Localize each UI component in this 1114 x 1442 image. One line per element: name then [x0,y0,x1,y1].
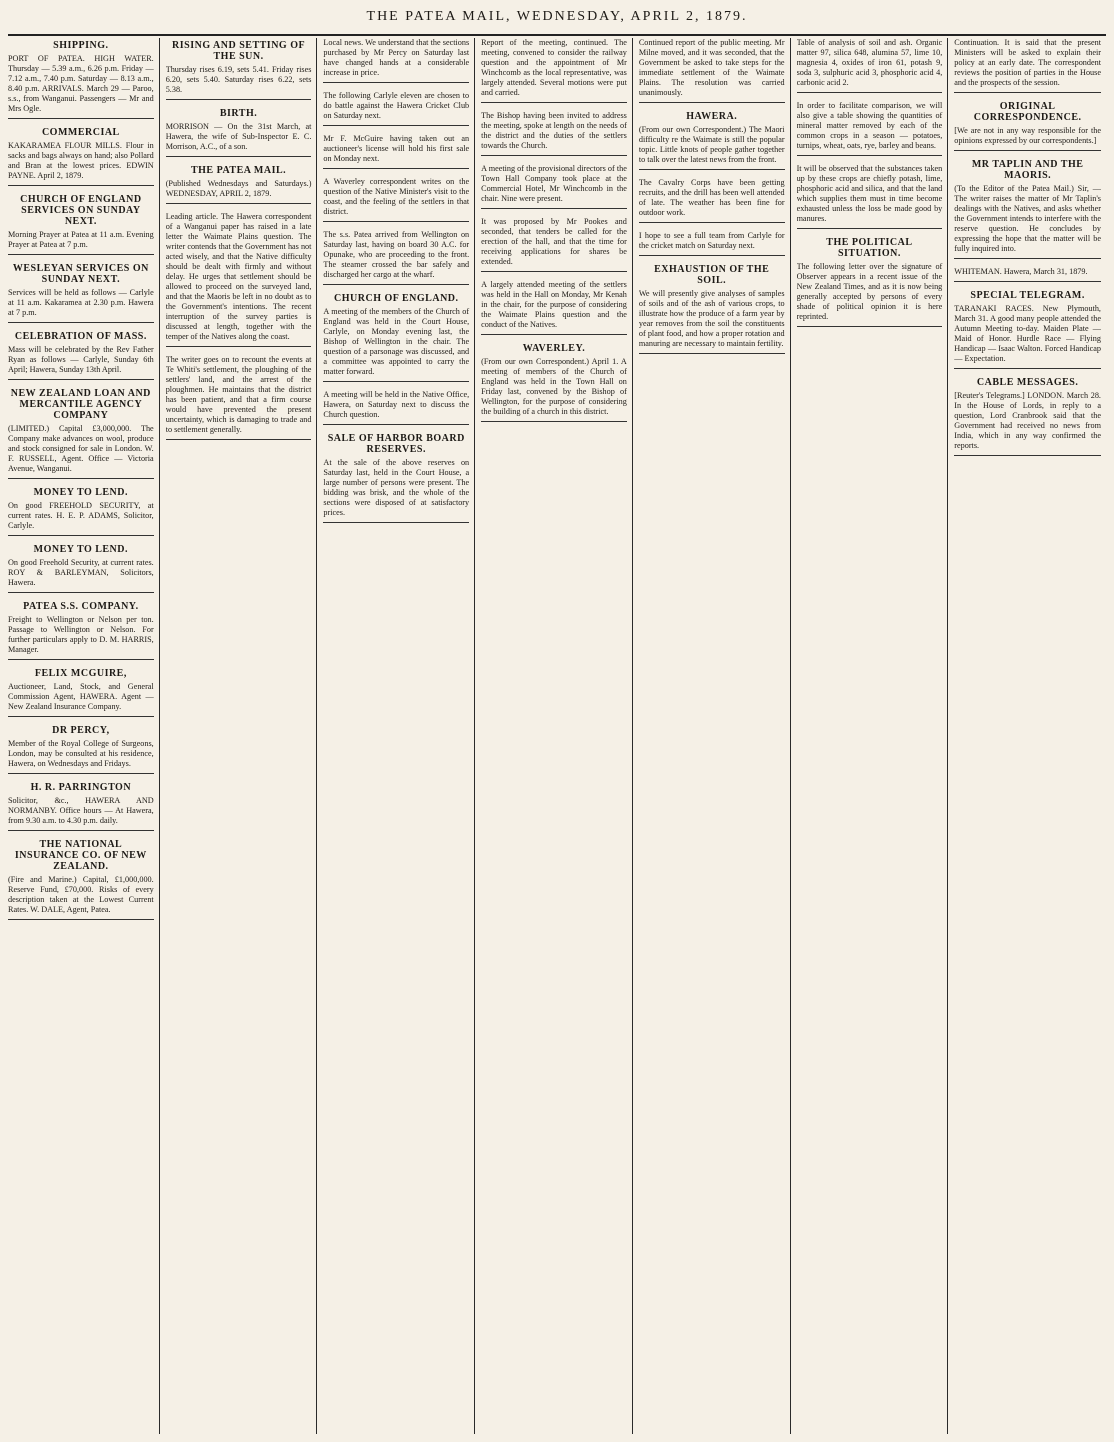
article [8,544,154,593]
article-body: We will presently give analyses of samples of soils and of the ash of various crops, to illustrate how the produce of a farm year by year removes from the soil the constituents of plant food, and how a proper rotation and manuring are necessary to maintain fertility. [638,289,785,348]
article [323,293,469,382]
article-body: Thursday rises 6.19, sets 5.41. Friday rises 6.20, sets 5.40. Saturday rises 6.22, sets 5.38. [165,65,312,94]
article-body: The writer goes on to recount the events at Te Whiti's settlement, the ploughing of the settlers' land, and the arrest of the ploughmen. He maintains that the district has been patient, and that a firm course would have prevented the present uncertainty, which is damaging to trade and to settlement generally. [165,355,312,434]
article [481,343,627,422]
article [8,194,154,255]
column-5 [639,38,791,1434]
divider [8,254,154,255]
article [954,101,1101,151]
article [481,280,627,335]
article-body: KAKARAMEA FLOUR MILLS. Flour in sacks and bags always on hand; also Pollard and Bran at the lowest prices. EDWIN PAYNE. April 2, 1879. [8,141,154,180]
article [639,264,785,354]
article-heading: BIRTH. [219,108,258,119]
article-body: Services will be held as follows — Carlyle at 11 a.m. Kakaramea at 2.30 p.m. Hawera at 7 p.m. [8,288,154,317]
article-body: A largely attended meeting of the settlers was held in the Hall on Monday, Mr Kenah in the chair, for the purpose of considering the Waimate Plains question and the conduct of the Natives. [481,280,627,329]
article-heading: EXHAUSTION OF THE SOIL. [654,264,770,286]
article-body: Table of analysis of soil and ash. Organic matter 97, silica 648, alumina 57, lime 10, magnesia 4, oxides of iron 61, potash 9, soda 3, sulphuric acid 3, phosphoric acid 4, carbonic acid 2. [796,38,943,87]
article-heading: RISING AND SETTING OF THE SUN. [172,40,306,62]
divider [166,439,312,440]
article-body: It was proposed by Mr Pookes and seconded, that tenders be called for the erection of the hall, and that the time for receiving applications for shares be extended. [481,217,627,266]
article-body: A meeting will be held in the Native Office, Hawera, on Saturday next to discuss the Church question. [323,390,470,419]
article-body: Auctioneer, Land, Stock, and General Commission Agent, HAWERA. Agent — New Zealand Insurance Company. [8,682,154,711]
article-body: The Cavalry Corps have been getting recruits, and the drill has been well attended of late. The weather has been fine for outdoor work. [638,178,785,217]
article [797,38,943,93]
divider [481,208,627,209]
article-heading: H. R. PARRINGTON [30,782,132,793]
divider [166,203,312,204]
article-heading: MR TAPLIN AND THE MAORIS. [971,159,1084,181]
columns [8,38,1106,1434]
divider [954,455,1101,456]
article [8,601,154,660]
divider [323,424,469,425]
divider [954,281,1101,282]
divider [323,221,469,222]
article-heading: THE POLITICAL SITUATION. [826,237,913,259]
article [323,177,469,222]
article-heading: COMMERCIAL [41,127,120,138]
article-body: Report of the meeting, continued. The meeting, convened to consider the railway question and the appointment of Mr Winchcomb as the local representative, was largely attended. Several motions were put and carried. [481,38,627,97]
article-body: (From our own Correspondent.) The Maori difficulty re the Waimate is still the popular topic. Little knots of people gather together to talk over the latest news from the front. [638,125,785,164]
divider [954,150,1101,151]
divider [8,118,154,119]
article [166,212,312,347]
article [954,267,1101,282]
article-heading: PATEA S.S. COMPANY. [23,601,139,612]
article-heading: SPECIAL TELEGRAM. [970,290,1085,301]
article [323,230,469,285]
article-heading: MONEY TO LEND. [33,487,129,498]
article [8,331,154,380]
article-heading: CHURCH OF ENGLAND. [334,293,459,304]
article [797,101,943,156]
article [639,178,785,223]
divider [166,346,312,347]
divider [954,368,1101,369]
divider [8,773,154,774]
article-heading: FELIX MCGUIRE, [34,668,127,679]
divider [481,155,627,156]
article [166,355,312,440]
article-body: A meeting of the members of the Church of England was held in the Court House, Carlyle, on Monday evening last, the Bishop of Wellington in the chair. The question of a parsonage was discussed, and a committee was appointed to carry the matter forward. [323,307,470,376]
article-body: On good FREEHOLD SECURITY, at current rates. H. E. P. ADAMS, Solicitor, Carlyle. [8,501,154,530]
divider [166,99,312,100]
article-heading: SALE OF HARBOR BOARD RESERVES. [327,433,465,455]
article-body: (From our own Correspondent.) April 1. A meeting of members of the Church of England was held in the Town Hall on Friday last, convened by the Bishop of Wellington, for the purpose of considering the building of a church in this district. [481,357,627,416]
article-body: A meeting of the provisional directors of the Town Hall Company took place at the Commercial Hotel, Mr Winchcomb in the chair. Nine were present. [481,164,627,203]
divider [8,659,154,660]
article-heading: THE NATIONAL INSURANCE CO. OF NEW ZEALAND. [14,839,147,872]
column-2 [166,38,318,1434]
article [481,217,627,272]
divider [8,322,154,323]
divider [8,919,154,920]
article-body: Mr F. McGuire having taken out an auctioneer's license will hold his first sale on Monday next. [323,134,470,163]
article [323,390,469,425]
divider [797,326,943,327]
article [323,38,469,83]
divider [481,334,627,335]
divider [639,255,785,256]
divider [323,168,469,169]
divider [481,421,627,422]
article [8,263,154,323]
divider [8,716,154,717]
article-body: MORRISON — On the 31st March, at Hawera, the wife of Sub-Inspector E. C. Morrison, A.C., of a son. [165,122,312,151]
divider [639,102,785,103]
article-heading: HAWERA. [686,111,738,122]
divider [954,258,1101,259]
divider [323,522,469,523]
article-body: Leading article. The Hawera correspondent of a Wanganui paper has raised in a late letter the Waimate Plains question. The writer contends that the Government has not acted wisely, and that the Native difficulty should be dealt with firmly and without delay. He urges that settlement should be allowed to proceed on the surveyed land, and that the Maoris be left in no doubt as to the Government's intentions. The recent interruption of the survey parties is discussed at length, together with the temper of the Natives along the coast. [165,212,312,341]
divider [797,155,943,156]
divider [8,592,154,593]
divider [323,284,469,285]
masthead: THE PATEA MAIL, WEDNESDAY, APRIL 2, 1879. [8,0,1106,36]
article-body: WHITEMAN. Hawera, March 31, 1879. [954,267,1088,276]
article [954,38,1101,93]
divider [323,82,469,83]
article-heading: DR PERCY, [52,725,110,736]
article [639,231,785,256]
article [954,290,1101,369]
article-body: The following Carlyle eleven are chosen to do battle against the Hawera Cricket Club on Saturday next. [323,91,470,120]
column-3 [323,38,475,1434]
article-heading: NEW ZEALAND LOAN AND MERCANTILE AGENCY COMPANY [10,388,151,421]
article-body: Solicitor, &c., HAWERA AND NORMANBY. Office hours — At Hawera, from 9.30 a.m. to 4.30 p.m. daily. [8,796,154,825]
article-body: Morning Prayer at Patea at 11 a.m. Evening Prayer at Patea at 7 p.m. [8,230,154,249]
article-body: (To the Editor of the Patea Mail.) Sir, — The writer raises the matter of Mr Taplin's dealings with the Natives, and asks whether the Government intends to interfere with the reserve question. He concludes by expressing the hope that the matter will be fully inquired into. [954,184,1101,253]
article-heading: MONEY TO LEND. [33,544,129,555]
article-body: Freight to Wellington or Nelson per ton. Passage to Wellington or Nelson. For further particulars apply to D. M. HARRIS, Manager. [8,615,154,654]
divider [639,222,785,223]
article-body: Continued report of the public meeting. Mr Milne moved, and it was seconded, that the Government be asked to take steps for the immediate settlement of the Waimate Plains. The resolution was carried unanimously. [638,38,785,97]
article [639,38,785,103]
article-heading: SHIPPING. [53,40,109,51]
divider [8,830,154,831]
article [323,433,469,523]
article-body: It will be observed that the substances taken up by these crops are chiefly potash, lime, phosphoric acid and silica, and that the land which supplies them must in time become exhausted unless the loss be made good by manures. [796,164,943,223]
article [8,487,154,536]
article [166,108,312,157]
article-heading: CELEBRATION OF MASS. [14,331,147,342]
article [166,165,312,204]
article-body: The following letter over the signature of Observer appears in a recent issue of the New Zealand Times, and as it is now being generally accepted by persons of every shade of political opinion it is here reprinted. [796,262,943,321]
divider [639,353,785,354]
article [954,377,1101,456]
article-heading: ORIGINAL CORRESPONDENCE. [973,101,1082,123]
article [797,164,943,229]
divider [954,92,1101,93]
article [8,725,154,774]
article [8,668,154,717]
column-1 [8,38,160,1434]
article-body: At the sale of the above reserves on Saturday last, held in the Court House, a large number of persons were present. The bidding was brisk, and the whole of the sections were disposed of at satisfactory prices. [323,458,470,517]
article-body: [We are not in any way responsible for the opinions expressed by our correspondents.] [954,126,1101,145]
article-heading: WAVERLEY. [522,343,586,354]
article-heading: CABLE MESSAGES. [976,377,1079,388]
article-heading: CHURCH OF ENGLAND SERVICES ON SUNDAY NEXT. [20,194,142,227]
article [323,91,469,126]
divider [323,125,469,126]
article [797,237,943,327]
article [8,782,154,831]
divider [797,92,943,93]
article-body: A Waverley correspondent writes on the question of the Native Minister's visit to the coast, and the feeling of the settlers in that district. [323,177,470,216]
divider [639,169,785,170]
article [8,40,154,119]
article [8,127,154,186]
article [8,388,154,479]
divider [8,478,154,479]
divider [8,379,154,380]
divider [166,156,312,157]
article [323,134,469,169]
article [481,38,627,103]
article-body: (LIMITED.) Capital £3,000,000. The Company make advances on wool, produce and stock consigned for sale in London. W. F. RUSSELL, Agent. Office — Victoria Avenue, Wanganui. [8,424,154,473]
article-heading: WESLEYAN SERVICES ON SUNDAY NEXT. [12,263,149,285]
article-body: [Reuter's Telegrams.] LONDON. March 28. In the House of Lords, in reply to a question, Lord Cranbrook said that the Government had received no news from India, which in any way confirmed the reports. [954,391,1101,450]
column-6 [797,38,949,1434]
divider [481,102,627,103]
divider [8,185,154,186]
column-7 [954,38,1106,1434]
column-4 [481,38,633,1434]
article-body: (Fire and Marine.) Capital, £1,000,000. Reserve Fund, £70,000. Risks of every description taken at the Lowest Current Rates. W. DALE, Agent, Patea. [8,875,154,914]
article [639,111,785,170]
article-body: I hope to see a full team from Carlyle for the cricket match on Saturday next. [638,231,785,250]
divider [8,535,154,536]
article [8,839,154,920]
article-body: The Bishop having been invited to address the meeting, spoke at length on the needs of the district and the duties of the settlers towards the Church. [481,111,627,150]
article-body: In order to facilitate comparison, we will also give a table showing the quantities of mineral matter removed by each of the common crops in a season — potatoes, turnips, wheat, oats, rye, barley and beans. [796,101,943,150]
article-body: TARANAKI RACES. New Plymouth, March 31. A good many people attended the Autumn Meeting to-day. Maiden Plate — Maid of Honor. Hurdle Race — Flying Handicap — Isaac Walton. Forced Handicap — Expectation. [954,304,1101,363]
divider [323,381,469,382]
article-body: On good Freehold Security, at current rates. ROY & BARLEYMAN, Solicitors, Hawera. [8,558,154,587]
article-body: (Published Wednesdays and Saturdays.) WEDNESDAY, APRIL 2, 1879. [165,179,312,198]
article [954,159,1101,259]
article [481,111,627,156]
article-body: PORT OF PATEA. HIGH WATER. Thursday — 5.39 a.m., 6.26 p.m. Friday — 7.12 a.m., 7.40 p.m. Saturday — 8.13 a.m., 8.40 p.m. ARRIVALS. March 29 — Paroo, s.s., from Wanganui. Passengers — Mr and Mrs Ogle. [8,54,154,113]
article-body: Local news. We understand that the sections purchased by Mr Percy on Saturday last have changed hands at a considerable increase in price. [323,38,470,77]
article [481,164,627,209]
article-body: Member of the Royal College of Surgeons, London, may be consulted at his residence, Hawera, on Wednesdays and Fridays. [8,739,154,768]
article-heading: THE PATEA MAIL. [190,165,287,176]
article [166,40,312,100]
divider [481,271,627,272]
article-body: Continuation. It is said that the present Ministers will be asked to explain their policy at an early date. The correspondent reviews the position of parties in the House and the prospects of the session. [954,38,1101,87]
divider [797,228,943,229]
article-body: The s.s. Patea arrived from Wellington on Saturday last, having on board 30 A.C. for Opunake, who are proceeding to the front. The steamer crossed the bar safely and discharged her cargo at the wharf. [323,230,470,279]
article-body: Mass will be celebrated by the Rev Father Ryan as follows — Carlyle, Sunday 6th April; Hawera, Sunday 13th April. [8,345,154,374]
